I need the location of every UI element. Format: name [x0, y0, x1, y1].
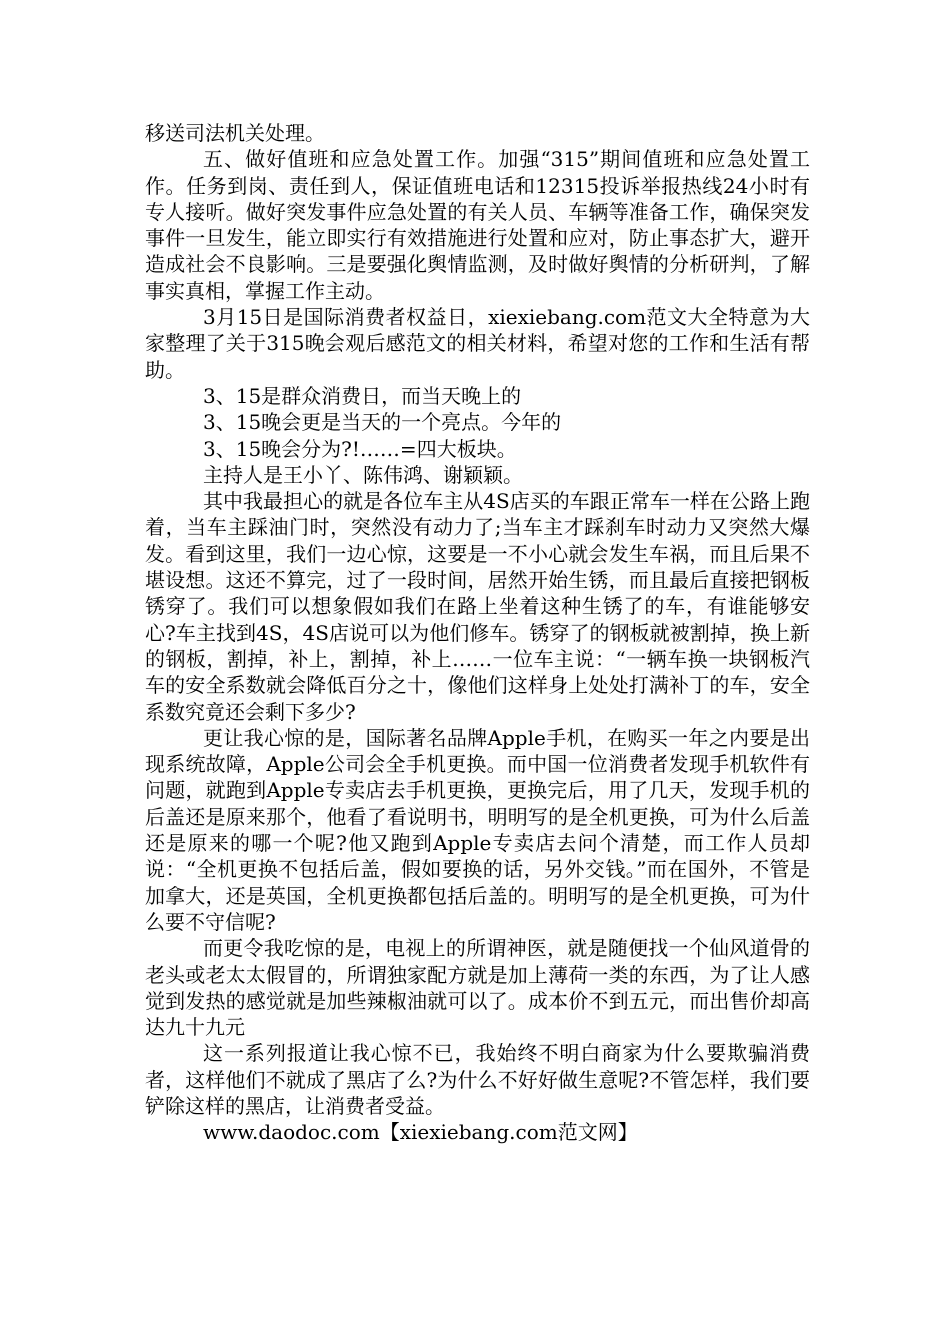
paragraph-consumer-day-intro: 3月15日是国际消费者权益日，xiexiebang.com范文大全特意为大家整理了关于315晚会观后感范文的相关材料，希望对您的工作和生活有帮助。	[145, 305, 810, 382]
document-body	[145, 120, 810, 1146]
paragraph-gala-highlight: 3、15晚会更是当天的一个亮点。今年的	[203, 410, 562, 435]
paragraph-car-rust: 其中我最担心的就是各位车主从4S店买的车跟正常车一样在公路上跑着，当车主踩油门时，突然没有动力了;当车主才踩刹车时动力又突然大爆发。看到这里，我们一边心惊，这要是一不小心就会发生车祸，而且后果不堪设想。这还不算完，过了一段时间，居然开始生锈，而且最后直接把钢板锈穿了。我们可以想象假如我们在路上坐着这种生锈了的车，有谁能够安心?车主找到4S，4S店说可以为他们修车。锈穿了的钢板就被割掉，换上新的钢板，割掉，补上，割掉，补上……一位车主说：“一辆车换一块钢板汽车的安全系数就会降低百分之十，像他们这样身上处处打满补丁的车，安全系数究竟还会剩下多少?	[145, 489, 810, 724]
source-footer: www.daodoc.com【xiexiebang.com范文网】	[203, 1120, 638, 1145]
paragraph-hosts: 主持人是王小丫、陈伟鸿、谢颖颖。	[203, 462, 523, 487]
paragraph-conclusion: 这一系列报道让我心惊不已，我始终不明白商家为什么要欺骗消费者，这样他们不就成了黑店了么?为什么不好好做生意呢?不管怎样，我们要铲除这样的黑店，让消费者受益。	[145, 1041, 810, 1118]
paragraph-consumer-day: 3、15是群众消费日，而当天晚上的	[203, 383, 522, 408]
paragraph-duty-emergency: 五、做好值班和应急处置工作。加强“315”期间值班和应急处置工作。任务到岗、责任到人，保证值班电话和12315投诉举报热线24小时有专人接听。做好突发事件应急处置的有关人员、车辆等准备工作，确保突发事件一旦发生，能立即实行有效措施进行处置和应对，防止事态扩大，避开造成社会不良影响。三是要强化舆情监测，及时做好舆情的分析研判，了解事实真相，掌握工作主动。	[145, 147, 810, 303]
paragraph-apple-phone: 更让我心惊的是，国际著名品牌Apple手机，在购买一年之内要是出现系统故障，Apple公司会全手机更换。而中国一位消费者发现手机软件有问题，就跑到Apple专卖店去手机更换，更换完后，用了几天，发现手机的后盖还是原来那个，他看了看说明书，明明写的是全机更换，可为什么后盖还是原来的哪一个呢?他又跑到Apple专卖店去问个清楚，而工作人员却说：“全机更换不包括后盖，假如要换的话，另外交钱。”而在国外，不管是加拿大，还是英国，全机更换都包括后盖的。明明写的是全机更换，可为什么要不守信呢?	[145, 725, 810, 934]
paragraph-continuation: 移送司法机关处理。	[145, 121, 325, 145]
paragraph-gala-sections: 3、15晚会分为?!……=四大板块。	[203, 436, 517, 461]
paragraph-fake-doctor: 而更令我吃惊的是，电视上的所谓神医，就是随便找一个仙风道骨的老头或老太太假冒的，所谓独家配方就是加上薄荷一类的东西，为了让人感觉到发热的感觉就是加些辣椒油就可以了。成本价不到五元，而出售价却高达九十九元	[145, 936, 810, 1040]
